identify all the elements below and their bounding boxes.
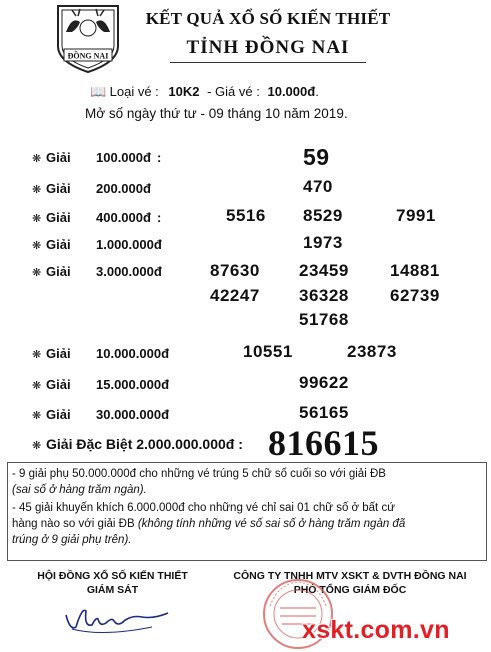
note-text: trúng ở 9 giải phụ trên). [12, 534, 132, 546]
star-icon: ❋ [32, 440, 42, 452]
prize-row-10m [32, 346, 169, 361]
note-text: (sai số ở hàng trăm ngàn). [12, 484, 147, 496]
prize-label: Giải [46, 346, 71, 361]
prize-colon: : [157, 210, 162, 225]
prize-amount: 3.000.000đ [96, 264, 162, 279]
ticket-prefix: Loại vé : [109, 84, 159, 99]
prize-amount: 10.000.000đ [96, 346, 170, 361]
province-title: TỈNH ĐỒNG NAI [186, 37, 350, 58]
note-text: (không tính những vé số sai số ở hàng trăm ngàn đã [137, 518, 406, 530]
prize-number: 59 [303, 144, 330, 170]
draw-date: Mở số ngày thứ tư - 09 tháng 10 năm 2019. [85, 106, 348, 121]
company-name: CÔNG TY TNHH MTV XSKT & DVTH ĐỒNG NAI [233, 570, 467, 582]
star-icon: ❋ [32, 184, 42, 196]
prize-number: 87630 [210, 261, 260, 280]
special-prize-number: 816615 [268, 423, 379, 463]
prize-number: 14881 [390, 261, 440, 280]
title-underline [170, 62, 366, 63]
prize-number: 51768 [299, 310, 349, 329]
prize-row-100k [32, 150, 162, 165]
note-encouragement [12, 500, 482, 548]
prize-colon: : [157, 150, 162, 165]
prize-number: 62739 [390, 286, 440, 305]
note-text: hàng nào so với giải ĐB [12, 518, 138, 530]
star-icon: ❋ [32, 213, 42, 225]
prize-number: 7991 [396, 206, 436, 225]
star-icon: ❋ [32, 240, 42, 252]
prize-row-400k [32, 210, 162, 225]
prize-number: 23459 [299, 261, 349, 280]
prize-amount: 400.000đ [96, 210, 151, 225]
ticket-price: 10.000đ [267, 84, 316, 99]
ticket-code: 10K2 [168, 84, 200, 99]
note-text: - 45 giải khuyến khích 6.000.000đ cho những vé chỉ sai 01 chữ số ở bất cứ [12, 502, 395, 514]
prize-label: Giải [46, 377, 71, 392]
prize-number: 470 [303, 177, 333, 196]
company-role: PHÓ TỔNG GIÁM ĐỐC [293, 584, 407, 596]
book-icon: 📖 [90, 84, 107, 99]
page-title: KẾT QUẢ XỔ SỐ KIẾN THIẾT [145, 9, 391, 28]
prize-number: 99622 [299, 373, 349, 392]
star-icon: ❋ [32, 349, 42, 361]
prize-row-3m [32, 264, 162, 279]
ticket-end: . [315, 84, 319, 99]
prize-amount: 1.000.000đ [96, 237, 162, 252]
prize-number: 23873 [347, 342, 397, 361]
prize-amount: 200.000đ [96, 181, 151, 196]
watermark: xskt.com.vn [302, 616, 450, 644]
prize-number: 10551 [243, 342, 293, 361]
note-consolation [12, 466, 482, 498]
prize-label: Giải [46, 210, 71, 225]
prize-amount: 100.000đ [96, 150, 151, 165]
prize-number: 42247 [210, 286, 260, 305]
ticket-sep: - Giá vé : [207, 84, 260, 99]
prize-label: Giải [46, 264, 71, 279]
prize-label: Giải [46, 150, 71, 165]
ticket-info [90, 84, 319, 100]
handwritten-signature [62, 597, 172, 639]
special-prize-label: Giải Đặc Biệt 2.000.000.000đ : [46, 436, 243, 452]
note-text: - 9 giải phụ 50.000.000đ cho những vé trúng 5 chữ số cuối so với giải ĐB [12, 468, 386, 480]
prize-number: 1973 [303, 233, 343, 252]
prize-number: 8529 [303, 206, 343, 225]
prize-number: 5516 [226, 206, 266, 225]
supervisor-org: HỘI ĐỒNG XỔ SỐ KIẾN THIẾT [37, 570, 188, 582]
star-icon: ❋ [32, 153, 42, 165]
prize-number: 36328 [299, 286, 349, 305]
star-icon: ❋ [32, 267, 42, 279]
star-icon: ❋ [32, 380, 42, 392]
special-prize-row [32, 436, 243, 452]
prize-row-30m [32, 407, 169, 422]
prize-row-1m [32, 237, 162, 252]
prize-number: 56165 [299, 403, 349, 422]
prize-amount: 15.000.000đ [96, 377, 170, 392]
supervisor-role: GIÁM SÁT [86, 584, 139, 596]
prize-row-200k [32, 181, 151, 196]
dong-nai-lottery-logo [52, 2, 124, 74]
prize-label: Giải [46, 407, 71, 422]
prize-label: Giải [46, 181, 71, 196]
logo-text: ĐỒNG NAI [67, 51, 109, 61]
prize-amount: 30.000.000đ [96, 407, 170, 422]
star-icon: ❋ [32, 410, 42, 422]
prize-label: Giải [46, 237, 71, 252]
prize-row-15m [32, 377, 169, 392]
